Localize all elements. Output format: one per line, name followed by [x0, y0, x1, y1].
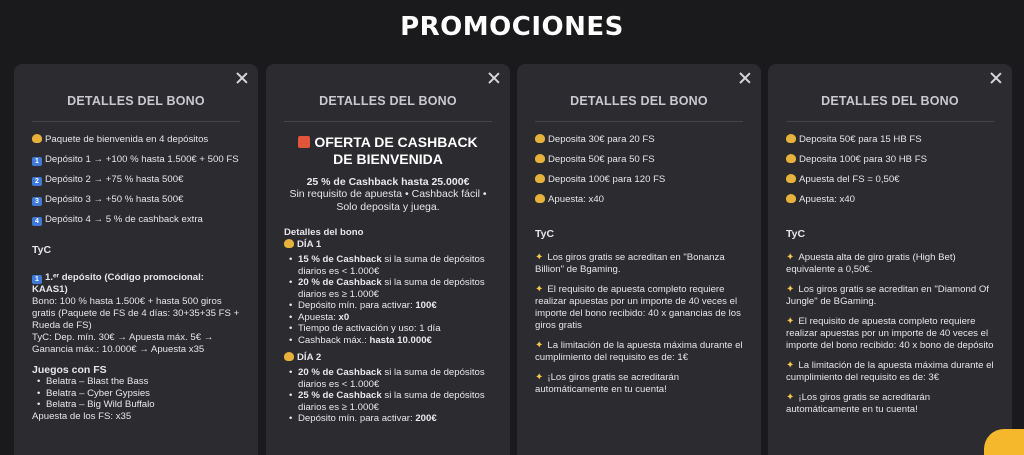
- offer-line: Deposita 100€ para 120 FS: [535, 174, 743, 186]
- list-item: • 15 % de Cashback si la suma de depósitos diarios es < 1.000€: [298, 254, 492, 277]
- day1-list: [284, 254, 492, 346]
- coin-icon: [535, 134, 545, 143]
- first-deposit-line: TyC: Dep. mín. 30€ → Apuesta máx. 5€ → Ganancia máx.: 10.000€ → Apuesta x35: [32, 332, 214, 355]
- close-icon[interactable]: [234, 70, 250, 86]
- bonus-card-high-bet: [768, 64, 1012, 455]
- tyc-title: TyC: [535, 228, 555, 240]
- card-title: DETALLES DEL BONO: [319, 94, 457, 108]
- coin-icon: [535, 174, 545, 183]
- offer-line: Deposita 100€ para 30 HB FS: [786, 154, 994, 166]
- cashback-subtext: Sin requisito de apuesta • Cashback fácil • Solo deposita y juega.: [289, 188, 487, 213]
- cashback-headline: OFERTA DE CASHBACK DE BIENVENIDA: [284, 134, 492, 168]
- tyc-item: ✦ ¡Los giros gratis se acreditarán automáticamente en tu cuenta!: [535, 372, 680, 395]
- tyc-item: ✦ Los giros gratis se acreditan en "Diamond Of Jungle" de BGaming.: [786, 284, 989, 307]
- cashback-subhead: 25 % de Cashback hasta 25.000€: [306, 176, 470, 188]
- first-deposit-title: 1 1.ᵉʳ depósito (Código promocional: KAAS1): [32, 272, 204, 295]
- list-item: • Belatra – Cyber Gypsies: [46, 388, 240, 400]
- list-item: • 20 % de Cashback si la suma de depósitos diarios es < 1.000€: [298, 367, 492, 390]
- list-item: • Belatra – Blast the Bass: [46, 376, 240, 388]
- sparkle-icon: ✦: [535, 252, 544, 263]
- details-title: Detalles del bono: [284, 227, 364, 238]
- day1-title: DÍA 1: [284, 239, 492, 251]
- sparkle-icon: ✦: [535, 372, 544, 383]
- tyc-item: ✦ ¡Los giros gratis se acreditarán automáticamente en tu cuenta!: [786, 392, 931, 415]
- coin-icon: [284, 352, 294, 361]
- offer-line: Deposita 50€ para 15 HB FS: [786, 134, 994, 146]
- tyc-item: ✦ Apuesta alta de giro gratis (High Bet) equivalente a 0,50€.: [786, 252, 956, 275]
- first-deposit-line: Bono: 100 % hasta 1.500€ + hasta 500 giros gratis (Paquete de FS de 4 días: 30+35+35 FS + Rueda de FS): [32, 296, 240, 331]
- coin-icon: [786, 194, 796, 203]
- games-list: [32, 376, 240, 411]
- offer-line: Apuesta: x40: [786, 194, 994, 206]
- bonus-card-free-spins: [517, 64, 761, 455]
- games-footer: Apuesta de los FS: x35: [32, 410, 132, 422]
- coin-icon: [786, 174, 796, 183]
- page-title: PROMOCIONES: [400, 12, 624, 42]
- sparkle-icon: ✦: [535, 284, 544, 295]
- deposit-line: 3 Depósito 3 → +50 % hasta 500€: [32, 194, 240, 206]
- close-icon[interactable]: [737, 70, 753, 86]
- list-item: • Depósito mín. para activar: 100€: [298, 300, 492, 312]
- divider: [284, 121, 492, 122]
- chat-button[interactable]: [984, 429, 1024, 455]
- offer-line: Apuesta del FS = 0,50€: [786, 174, 994, 186]
- bonus-card-cashback: [266, 64, 510, 455]
- list-item: • Tiempo de activación y uso: 1 día: [298, 323, 492, 335]
- tyc-item: ✦ El requisito de apuesta completo requiere realizar apuestas por un importe de 40 veces el importe del bono recibido: 40 x ganancias de los giros gratis: [535, 284, 741, 331]
- tyc-item: ✦ El requisito de apuesta completo requiere realizar apuestas por un importe de 40 veces el importe del bono recibido: 40 x bono de depósito: [786, 316, 994, 351]
- list-item: • Depósito mín. para activar: 200€: [298, 413, 492, 425]
- intro-line: Paquete de bienvenida en 4 depósitos: [32, 134, 240, 146]
- coin-icon: [786, 134, 796, 143]
- day2-title: DÍA 2: [284, 352, 492, 364]
- deposit-line: 1 Depósito 1 → +100 % hasta 1.500€ + 500 FS: [32, 154, 240, 166]
- divider: [535, 121, 743, 122]
- sparkle-icon: ✦: [786, 316, 795, 327]
- divider: [32, 121, 240, 122]
- offer-line: Apuesta: x40: [535, 194, 743, 206]
- tyc-item: ✦ La limitación de la apuesta máxima durante el cumplimiento del requisito es de: 1€: [535, 340, 743, 363]
- offer-line: Deposita 30€ para 20 FS: [535, 134, 743, 146]
- list-item: • 20 % de Cashback si la suma de depósitos diarios es ≥ 1.000€: [298, 277, 492, 300]
- bonus-card-welcome-pack: [14, 64, 258, 455]
- tyc-item: ✦ Los giros gratis se acreditan en "Bonanza Billion" de Bgaming.: [535, 252, 725, 275]
- deposit-line: 2 Depósito 2 → +75 % hasta 500€: [32, 174, 240, 186]
- list-item: • Belatra – Big Wild Buffalo: [46, 399, 240, 411]
- coin-icon: [786, 154, 796, 163]
- tyc-item: ✦ La limitación de la apuesta máxima durante el cumplimiento del requisito es de: 3€: [786, 360, 994, 383]
- number-2-icon: 2: [32, 177, 42, 186]
- coin-icon: [535, 154, 545, 163]
- close-icon[interactable]: [486, 70, 502, 86]
- sparkle-icon: ✦: [535, 340, 544, 351]
- list-item: • Apuesta: x0: [298, 312, 492, 324]
- tyc-title: TyC: [32, 244, 52, 256]
- deposit-line: 4 Depósito 4 → 5 % de cashback extra: [32, 214, 240, 226]
- list-item: • Cashback máx.: hasta 10.000€: [298, 335, 492, 347]
- sparkle-icon: ✦: [786, 360, 795, 371]
- coin-icon: [535, 194, 545, 203]
- sparkle-icon: ✦: [786, 392, 795, 403]
- gift-icon: [298, 136, 310, 148]
- coin-icon: [32, 134, 42, 143]
- card-title: DETALLES DEL BONO: [821, 94, 959, 108]
- offer-line: Deposita 50€ para 50 FS: [535, 154, 743, 166]
- card-title: DETALLES DEL BONO: [67, 94, 205, 108]
- number-4-icon: 4: [32, 217, 42, 226]
- card-title: DETALLES DEL BONO: [570, 94, 708, 108]
- day2-list: [284, 367, 492, 425]
- games-title: Juegos con FS: [32, 364, 107, 376]
- list-item: • 25 % de Cashback si la suma de depósitos diarios es ≥ 1.000€: [298, 390, 492, 413]
- tyc-title: TyC: [786, 228, 806, 240]
- coin-icon: [284, 239, 294, 248]
- sparkle-icon: ✦: [786, 284, 795, 295]
- close-icon[interactable]: [988, 70, 1004, 86]
- number-1-icon: 1: [32, 157, 42, 166]
- sparkle-icon: ✦: [786, 252, 795, 263]
- number-1-icon: 1: [32, 275, 42, 284]
- number-3-icon: 3: [32, 197, 42, 206]
- divider: [786, 121, 994, 122]
